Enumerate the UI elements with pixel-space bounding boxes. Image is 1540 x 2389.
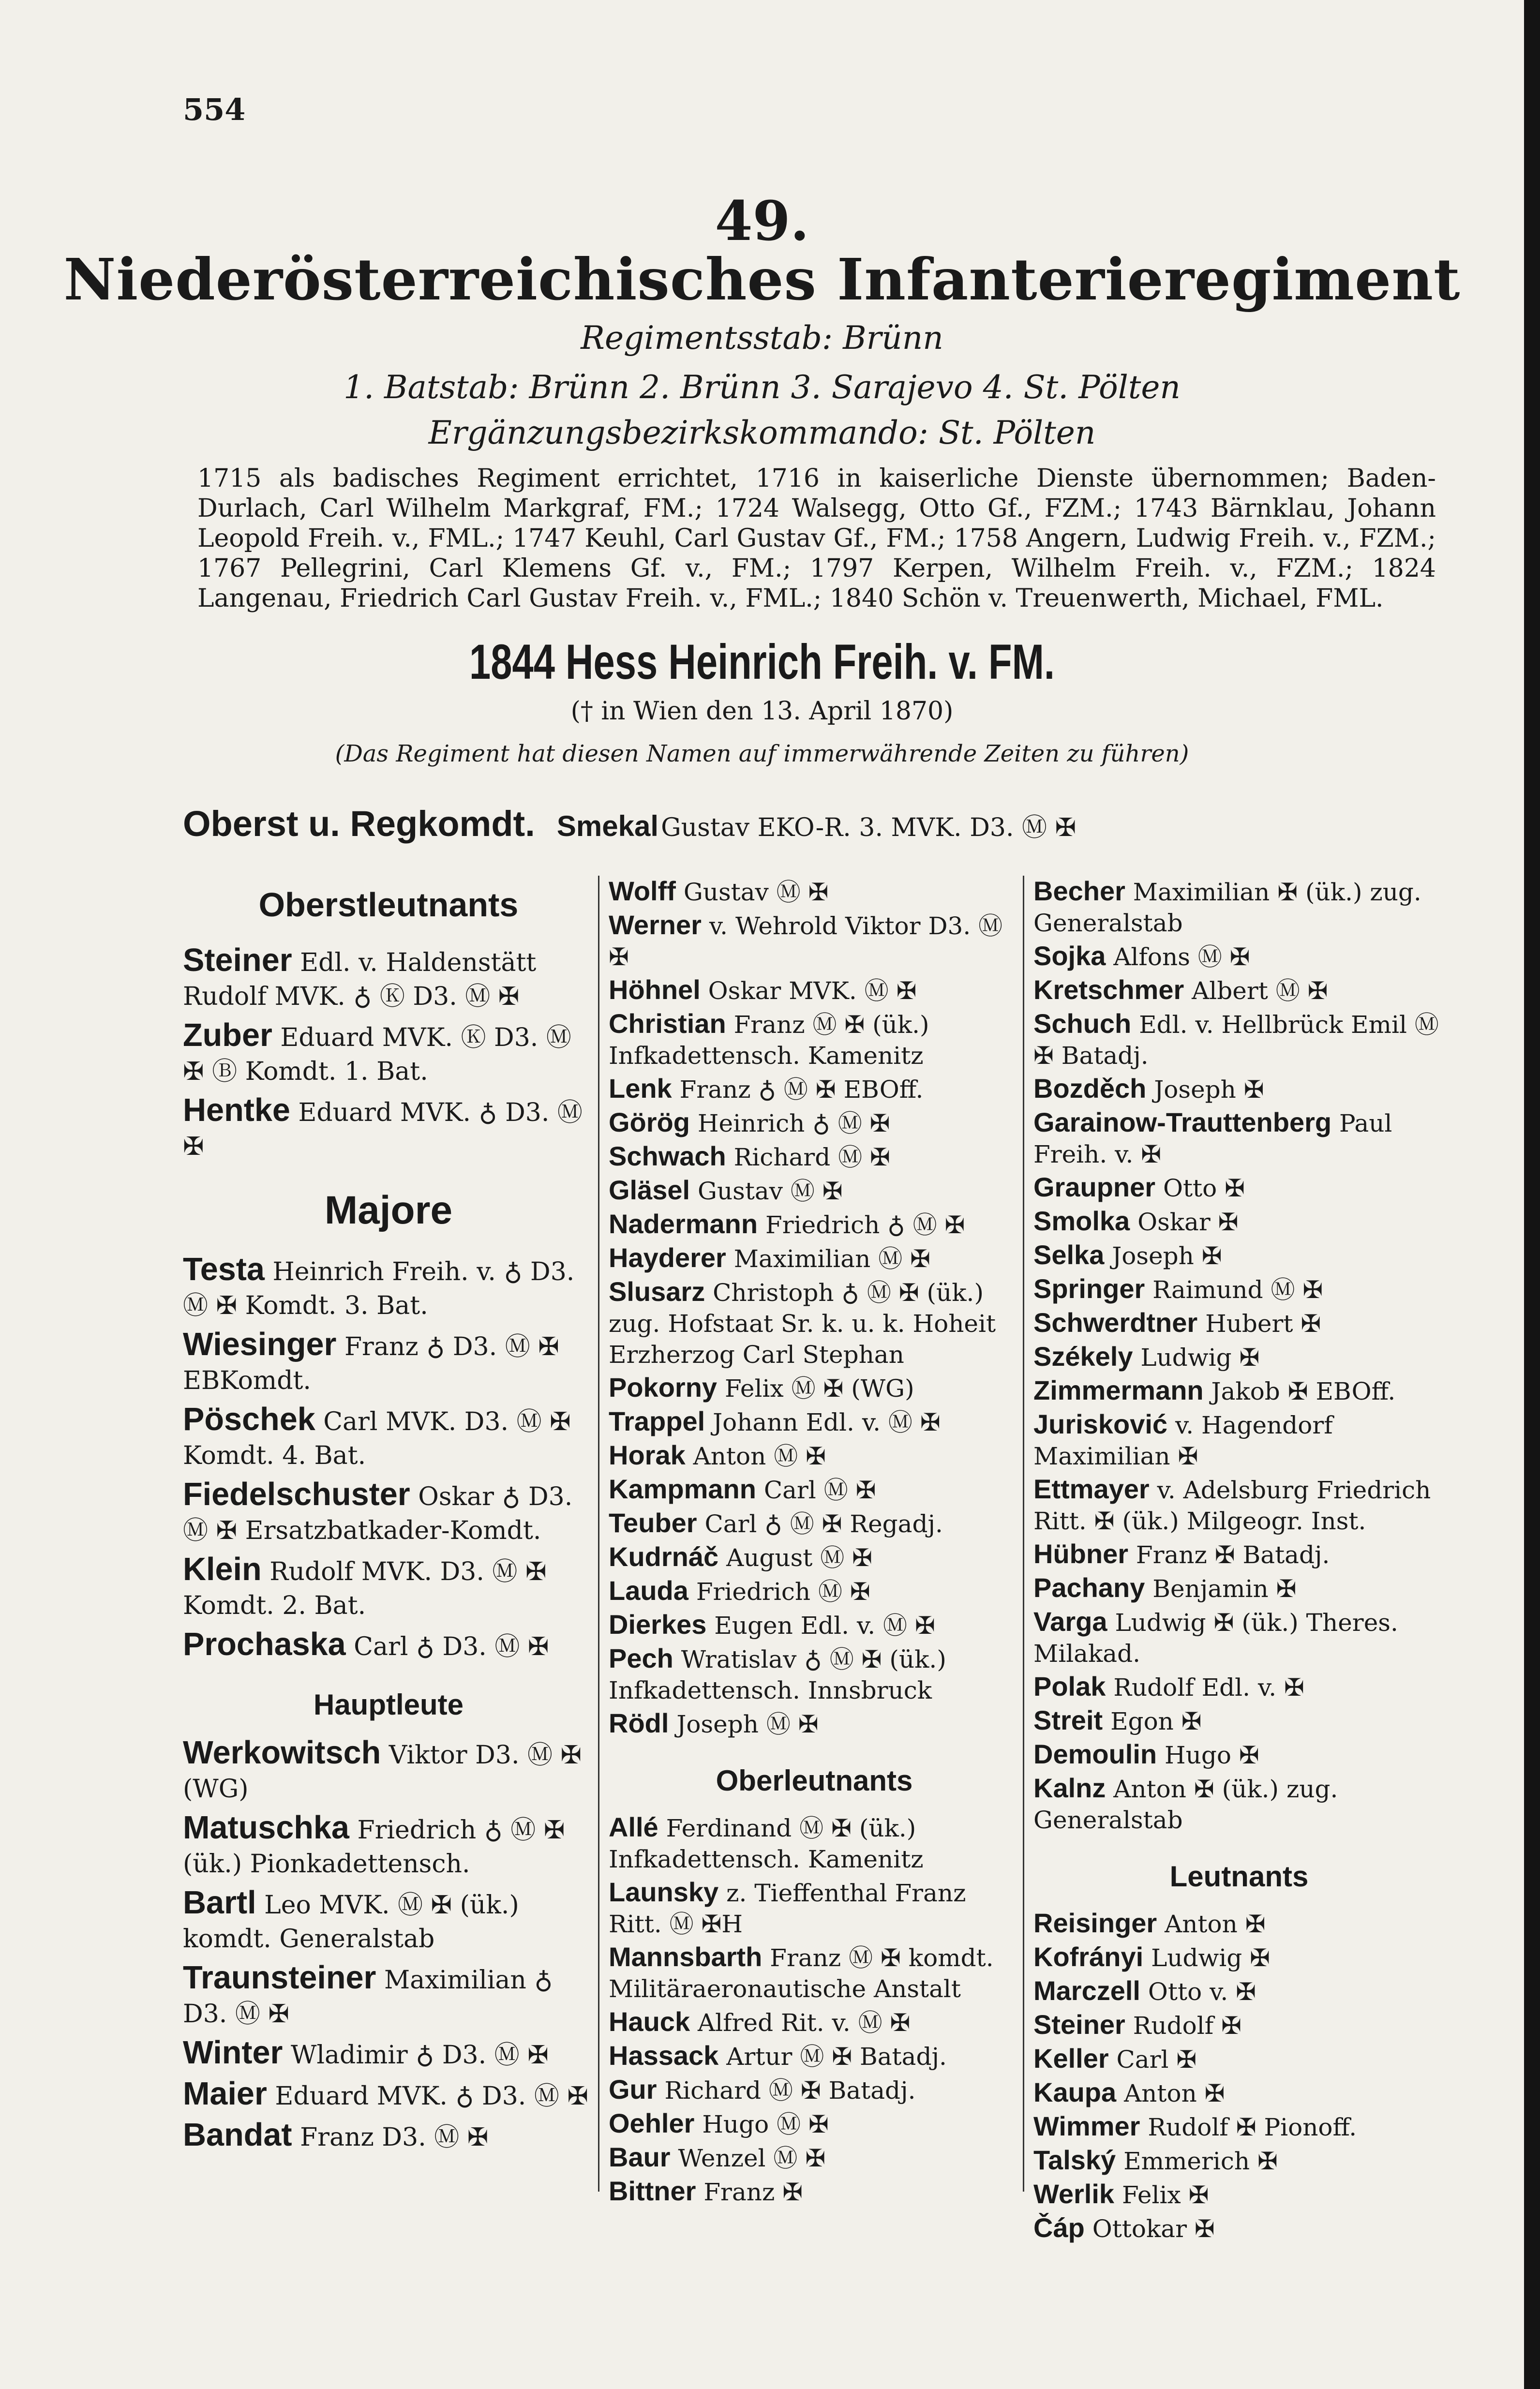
officer-details: Carl Ⓜ ✠ — [763, 1476, 876, 1504]
officer-entry — [1033, 1307, 1445, 1339]
officer-surname: Gläsel — [609, 1175, 690, 1205]
officer-details: Rudolf Edl. v. ✠ — [1113, 1673, 1304, 1702]
officer-details: Anton Ⓜ ✠ — [693, 1442, 826, 1470]
officer-entry — [1033, 2077, 1445, 2109]
officer-surname: Reisinger — [1033, 1908, 1157, 1938]
officer-surname: Lauda — [609, 1575, 688, 1606]
officer-entry — [183, 1553, 594, 1623]
officer-surname: Graupner — [1033, 1172, 1156, 1202]
commander-details: Gustav EKO-R. 3. MVK. D3. Ⓜ ✠ — [661, 813, 1077, 842]
officer-entry — [609, 1812, 1020, 1875]
owner-heading: 1844 Hess Heinrich Freih. v. FM. — [469, 634, 1055, 689]
officer-entry — [1033, 2212, 1445, 2244]
officer-details: Franz ✠ Batadj. — [1136, 1541, 1330, 1569]
officer-surname: Jurisković — [1033, 1409, 1168, 1439]
officer-details: Franz D3. Ⓜ ✠ — [300, 2123, 489, 2152]
officer-surname: Hübner — [1033, 1538, 1128, 1569]
officer-entry — [609, 2142, 1020, 2174]
officer-details: Alfred Rit. v. Ⓜ ✠ — [698, 2009, 911, 2037]
officer-surname: Čáp — [1033, 2212, 1085, 2243]
section-heading: Leutnants — [1169, 1860, 1309, 1893]
officer-details: Ludwig ✠ — [1140, 1344, 1260, 1372]
officer-details: Viktor D3. Ⓜ ✠ (WG) — [183, 1741, 582, 1804]
officer-details: Franz Ⓜ ✠ komdt. Militäraeronautische Anstalt — [609, 1944, 994, 2003]
officer-details: Alfons Ⓜ ✠ — [1113, 943, 1250, 971]
officer-surname: Zimmermann — [1033, 1375, 1204, 1405]
officer-details: Anton ✠ — [1165, 1910, 1266, 1938]
officer-entry — [1033, 1975, 1445, 2007]
officer-details: Oskar ✠ — [1137, 1208, 1239, 1236]
officer-entry — [183, 1736, 594, 1806]
officer-details: Ludwig ✠ (ük.) Theres. Milakad. — [1033, 1609, 1398, 1668]
officer-surname: Matuschka — [183, 1810, 349, 1846]
page-number: 554 — [183, 92, 246, 127]
officer-entry — [609, 1372, 1020, 1404]
officer-entry — [609, 1406, 1020, 1438]
officer-details: Artur Ⓜ ✠ Batadj. — [726, 2043, 947, 2071]
officer-surname: Talský — [1033, 2145, 1116, 2175]
officer-entry — [609, 1242, 1020, 1274]
officer-entry — [609, 1073, 1020, 1105]
officer-details: Franz ♁ Ⓜ ✠ EBOff. — [679, 1075, 924, 1104]
officer-entry — [1033, 1341, 1445, 1373]
regiment-title: Niederösterreichisches Infanterieregiment — [63, 246, 1461, 313]
officer-details: Joseph ✠ — [1112, 1242, 1222, 1270]
officer-details: Anton ✠ — [1124, 2079, 1225, 2107]
officer-entry — [1033, 1773, 1445, 1836]
officer-details: Maximilian Ⓜ ✠ — [733, 1245, 930, 1273]
officer-entry — [609, 1708, 1020, 1740]
officer-details: Rudolf MVK. D3. Ⓜ ✠ Komdt. 2. Bat. — [183, 1557, 547, 1620]
officer-entry — [609, 2074, 1020, 2106]
officer-surname: Kampmann — [609, 1474, 756, 1504]
officer-details: Wenzel Ⓜ ✠ — [678, 2144, 826, 2172]
officer-details: Oskar ♁ D3. Ⓜ ✠ Ersatzbatkader-Komdt. — [183, 1482, 573, 1545]
officer-details: Gustav Ⓜ ✠ — [698, 1177, 843, 1205]
owner-death-note: († in Wien den 13. April 1870) — [570, 697, 954, 726]
officer-details: Friedrich ♁ Ⓜ ✠ (ük.) Pionkadettensch. — [183, 1816, 565, 1879]
officer-surname: Bozděch — [1033, 1073, 1147, 1104]
officer-entry — [609, 1575, 1020, 1607]
district-command: Ergänzungsbezirkskommando: St. Pölten — [428, 414, 1096, 451]
regiment-commander — [183, 803, 1076, 844]
officer-surname: Pokorny — [609, 1372, 718, 1403]
officer-details: Eduard MVK. ♁ D3. Ⓜ ✠ — [275, 2082, 588, 2111]
officer-entry — [183, 943, 594, 1014]
officer-surname: Launsky — [609, 1877, 719, 1907]
officer-details: v. Adelsburg Friedrich Ritt. ✠ (ük.) Milgeogr. Inst. — [1033, 1476, 1431, 1535]
officer-entry — [183, 1961, 594, 2031]
section-heading: Oberstleutnants — [258, 886, 519, 924]
officer-entry — [1033, 2145, 1445, 2177]
officer-surname: Werlik — [1033, 2179, 1115, 2209]
officer-entry — [1033, 1206, 1445, 1238]
officer-surname: Bandat — [183, 2117, 292, 2153]
officer-details: Heinrich Freih. v. ♁ D3. Ⓜ ✠ Komdt. 3. Bat. — [183, 1257, 575, 1320]
officer-entry — [1033, 1572, 1445, 1604]
officer-entry — [1033, 1941, 1445, 1973]
officer-entry — [1033, 941, 1445, 972]
officer-surname: Keller — [1033, 2043, 1109, 2074]
officer-surname: Bittner — [609, 2176, 696, 2206]
officer-surname: Springer — [1033, 1273, 1145, 1304]
officer-entry — [609, 910, 1020, 972]
regiment-number: 49. — [715, 190, 809, 253]
section-heading: Oberleutnants — [716, 1764, 913, 1797]
officer-details: Felix ✠ — [1121, 2181, 1209, 2209]
officer-entry — [1033, 1239, 1445, 1271]
officer-entry — [1033, 1474, 1445, 1537]
officer-surname: Kaupa — [1033, 2077, 1117, 2107]
officer-entry — [1033, 1107, 1445, 1170]
officer-surname: Wolff — [609, 876, 676, 906]
officer-details: Oskar MVK. Ⓜ ✠ — [708, 977, 917, 1005]
officer-entry — [609, 1877, 1020, 1940]
officer-surname: Oehler — [609, 2108, 695, 2138]
commander-rank: Oberst u. Regkomdt. — [183, 804, 535, 844]
officer-surname: Teuber — [609, 1508, 697, 1538]
officer-entry — [1033, 1008, 1445, 1071]
officer-entry — [1033, 1739, 1445, 1771]
officer-details: Hugo ✠ — [1165, 1741, 1259, 1769]
officer-details: Richard Ⓜ ✠ — [733, 1143, 890, 1171]
officer-surname: Pachany — [1033, 1572, 1145, 1603]
officer-entry — [183, 1811, 594, 1881]
officer-surname: Wimmer — [1033, 2111, 1140, 2141]
officer-entry — [183, 2118, 594, 2154]
officer-surname: Mannsbarth — [609, 1941, 763, 1972]
officer-entry — [1033, 1172, 1445, 1204]
officer-entry — [183, 1018, 594, 1089]
officer-entry — [1033, 2111, 1445, 2143]
officer-surname: Steiner — [183, 942, 292, 978]
officer-entry — [1033, 876, 1445, 939]
regiment-history: 1715 als badisches Regiment errichtet, 1716 in kaiserliche Dienste übernommen; Baden-Durlach, Carl Wilhelm Markgraf, FM.; 1724 Walsegg, Otto Gf., FZM.; 1743 Bärnklau, Johann Leopold Freih. v., FML.; 1747 Keuhl, Carl Gustav Gf., FM.; 1758 Angern, Ludwig Freih. v., FZM.; 1767 Pellegrini, Carl Klemens Gf. v., FM.; 1797 Kerpen, Wilhelm Freih. v., FZM.; 1824 Langenau, Friedrich Carl Gustav Freih. v., FML.; 1840 Schön v. Treuenwerth, Michael, FML. — [197, 464, 1436, 613]
officer-entry — [609, 1276, 1020, 1370]
officer-surname: Steiner — [1033, 2009, 1125, 2040]
officer-details: Carl ♁ D3. Ⓜ ✠ — [354, 1632, 549, 1661]
officer-details: Carl ♁ Ⓜ ✠ Regadj. — [704, 1510, 943, 1538]
officer-surname: Horak — [609, 1440, 686, 1470]
officer-details: Maximilian ♁ D3. Ⓜ ✠ — [183, 1966, 553, 2029]
officer-details: Hugo Ⓜ ✠ — [702, 2110, 829, 2138]
officer-entry — [609, 876, 1020, 908]
officer-surname: Hauck — [609, 2006, 690, 2037]
officer-entry — [1033, 1908, 1445, 1940]
officer-entry — [1033, 1671, 1445, 1703]
officer-details: Johann Edl. v. Ⓜ ✠ — [713, 1408, 941, 1436]
officer-details: Eduard MVK. ♁ D3. Ⓜ ✠ — [183, 1098, 583, 1161]
officer-details: Anton ✠ (ük.) zug. Generalstab — [1033, 1775, 1338, 1834]
officer-column-3 — [1033, 876, 1445, 2246]
officer-surname: Werner — [609, 910, 702, 940]
officer-details: Rudolf ✠ Pionoff. — [1148, 2113, 1357, 2141]
officer-surname: Testa — [183, 1252, 265, 1287]
officer-surname: Székely — [1033, 1341, 1133, 1372]
officer-details: Edl. v. Hellbrück Emil Ⓜ ✠ Batadj. — [1033, 1011, 1439, 1070]
officer-surname: Garainow-Trauttenberg — [1033, 1107, 1332, 1137]
officer-surname: Schuch — [1033, 1008, 1132, 1039]
battalion-staffs: 1. Batstab: Brünn 2. Brünn 3. Sarajevo 4. St. Pölten — [344, 369, 1181, 406]
officer-entry — [183, 2077, 594, 2113]
column-divider — [598, 876, 599, 2192]
officer-details: Carl ✠ — [1116, 2046, 1197, 2074]
officer-details: Egon ✠ — [1110, 1707, 1202, 1735]
officer-details: Ottokar ✠ — [1092, 2215, 1215, 2243]
officer-surname: Werkowitsch — [183, 1735, 381, 1771]
officer-details: Eduard MVK. Ⓚ D3. Ⓜ ✠ Ⓑ Komdt. 1. Bat. — [183, 1023, 571, 1086]
officer-entry — [609, 1643, 1020, 1706]
officer-details: Joseph ✠ — [1154, 1075, 1264, 1104]
officer-entry — [609, 1141, 1020, 1173]
officer-surname: Prochaska — [183, 1627, 346, 1662]
officer-details: Ludwig ✠ — [1151, 1944, 1271, 1972]
officer-surname: Schwach — [609, 1141, 726, 1171]
officer-surname: Rödl — [609, 1708, 669, 1738]
officer-surname: Hentke — [183, 1092, 290, 1128]
officer-surname: Winter — [183, 2035, 283, 2071]
officer-surname: Hassack — [609, 2040, 719, 2071]
officer-entry — [609, 1541, 1020, 1573]
officer-surname: Bartl — [183, 1885, 256, 1921]
officer-surname: Pech — [609, 1643, 673, 1673]
officer-surname: Nadermann — [609, 1209, 758, 1239]
officer-details: z. Tieffenthal Franz Ritt. Ⓜ ✠H — [609, 1879, 966, 1938]
officer-entry — [1033, 1606, 1445, 1669]
officer-surname: Slusarz — [609, 1276, 705, 1307]
column-divider — [1023, 876, 1024, 2192]
officer-column-2 — [609, 876, 1020, 2210]
officer-surname: Traunsteiner — [183, 1960, 376, 1996]
officer-details: Richard Ⓜ ✠ Batadj. — [664, 2076, 916, 2105]
officer-surname: Schwerdtner — [1033, 1307, 1198, 1338]
officer-entry — [1033, 1409, 1445, 1472]
officer-details: Gustav Ⓜ ✠ — [683, 878, 829, 906]
officer-details: Paul Freih. v. ✠ — [1033, 1109, 1392, 1168]
officer-entry — [1033, 1538, 1445, 1570]
officer-surname: Sojka — [1033, 941, 1106, 971]
section-heading: Majore — [324, 1188, 453, 1232]
officer-surname: Gur — [609, 2074, 657, 2105]
officer-details: Otto v. ✠ — [1148, 1978, 1256, 2006]
officer-details: Hubert ✠ — [1205, 1310, 1321, 1338]
officer-entry — [609, 1941, 1020, 2004]
officer-entry — [1033, 1073, 1445, 1105]
officer-surname: Wiesinger — [183, 1327, 337, 1362]
officer-entry — [1033, 1273, 1445, 1305]
officer-entry — [1033, 2179, 1445, 2210]
officer-details: Wratislav ♁ Ⓜ ✠ (ük.) Infkadettensch. Innsbruck — [609, 1645, 946, 1704]
officer-surname: Klein — [183, 1552, 262, 1587]
officer-entry — [183, 1628, 594, 1664]
officer-details: Maximilian ✠ (ük.) zug. Generalstab — [1033, 878, 1421, 937]
officer-details: v. Hagendorf Maximilian ✠ — [1033, 1411, 1333, 1470]
officer-entry — [609, 1107, 1020, 1139]
officer-entry — [609, 1440, 1020, 1472]
officer-details: Jakob ✠ EBOff. — [1211, 1377, 1396, 1405]
officer-details: Franz Ⓜ ✠ (ük.) Infkadettensch. Kamenitz — [609, 1011, 929, 1070]
officer-details: Edl. v. Haldenstätt Rudolf MVK. ♁ Ⓚ D3. Ⓜ ✠ — [183, 948, 537, 1011]
officer-details: Christoph ♁ Ⓜ ✠ (ük.) zug. Hofstaat Sr. k. u. k. Hoheit Erzherzog Carl Stephan — [609, 1279, 996, 1369]
officer-entry — [609, 2040, 1020, 2072]
officer-entry — [183, 1253, 594, 1323]
owner-name-note: (Das Regiment hat diesen Namen auf immerwährende Zeiten zu führen) — [335, 740, 1189, 767]
officer-entry — [609, 1508, 1020, 1539]
officer-entry — [1033, 2043, 1445, 2075]
officer-entry — [609, 2176, 1020, 2208]
officer-entry — [609, 1008, 1020, 1071]
officer-entry — [609, 1474, 1020, 1506]
officer-entry — [183, 1403, 594, 1473]
officer-details: Friedrich ♁ Ⓜ ✠ — [765, 1211, 965, 1239]
commander-name: Smekal — [556, 810, 659, 842]
officer-entry — [1033, 974, 1445, 1006]
section-heading: Hauptleute — [313, 1688, 464, 1721]
officer-entry — [183, 2036, 594, 2072]
officer-entry — [1033, 2009, 1445, 2041]
officer-details: Rudolf ✠ — [1133, 2012, 1242, 2040]
officer-details: Felix Ⓜ ✠ (WG) — [724, 1374, 914, 1403]
officer-surname: Fiedelschuster — [183, 1477, 410, 1512]
officer-details: Raimund Ⓜ ✠ — [1152, 1276, 1323, 1304]
officer-entry — [1033, 1375, 1445, 1407]
officer-details: Leo MVK. Ⓜ ✠ (ük.) komdt. Generalstab — [183, 1891, 519, 1954]
officer-surname: Höhnel — [609, 974, 701, 1005]
officer-entry — [609, 2006, 1020, 2038]
officer-surname: Polak — [1033, 1671, 1106, 1702]
officer-surname: Kretschmer — [1033, 974, 1184, 1005]
officer-surname: Kudrnáč — [609, 1541, 719, 1572]
officer-surname: Trappel — [609, 1406, 705, 1436]
officer-column-1 — [183, 876, 594, 2159]
officer-surname: Görög — [609, 1107, 690, 1137]
scan-edge — [1524, 0, 1540, 2389]
officer-details: Heinrich ♁ Ⓜ ✠ — [697, 1109, 890, 1137]
officer-surname: Christian — [609, 1008, 726, 1039]
officer-surname: Lenk — [609, 1073, 672, 1104]
officer-details: Wladimir ♁ D3. Ⓜ ✠ — [290, 2041, 549, 2070]
officer-entry — [183, 1886, 594, 1956]
officer-surname: Varga — [1033, 1606, 1107, 1637]
officer-surname: Hayderer — [609, 1242, 726, 1273]
officer-surname: Selka — [1033, 1239, 1105, 1270]
officer-details: Albert Ⓜ ✠ — [1192, 977, 1328, 1005]
officer-surname: Demoulin — [1033, 1739, 1157, 1769]
officer-surname: Marczell — [1033, 1975, 1140, 2006]
officer-details: Eugen Edl. v. Ⓜ ✠ — [714, 1612, 935, 1640]
officer-surname: Streit — [1033, 1705, 1103, 1735]
officer-entry — [609, 1209, 1020, 1240]
officer-surname: Kofrányi — [1033, 1941, 1144, 1972]
officer-entry — [1033, 1705, 1445, 1737]
officer-entry — [183, 1478, 594, 1548]
officer-surname: Maier — [183, 2076, 267, 2112]
officer-surname: Allé — [609, 1812, 658, 1842]
officer-details: Emmerich ✠ — [1123, 2147, 1278, 2175]
officer-details: Franz ♁ D3. Ⓜ ✠ EBKomdt. — [183, 1332, 559, 1395]
officer-entry — [609, 1175, 1020, 1207]
officer-details: Joseph Ⓜ ✠ — [676, 1710, 819, 1738]
officer-surname: Smolka — [1033, 1206, 1130, 1236]
officer-entry — [609, 1609, 1020, 1641]
officer-details: Benjamin ✠ — [1152, 1575, 1297, 1603]
officer-details: Ferdinand Ⓜ ✠ (ük.) Infkadettensch. Kamenitz — [609, 1814, 924, 1873]
officer-surname: Becher — [1033, 876, 1125, 906]
officer-entry — [609, 2108, 1020, 2140]
officer-entry — [183, 1093, 594, 1164]
officer-details: August Ⓜ ✠ — [726, 1544, 873, 1572]
officer-entry — [609, 974, 1020, 1006]
officer-surname: Baur — [609, 2142, 671, 2172]
officer-surname: Kalnz — [1033, 1773, 1106, 1803]
officer-surname: Ettmayer — [1033, 1474, 1150, 1504]
officer-details: Carl MVK. D3. Ⓜ ✠ Komdt. 4. Bat. — [183, 1407, 571, 1470]
officer-surname: Dierkes — [609, 1609, 707, 1640]
officer-details: Otto ✠ — [1163, 1174, 1245, 1202]
regiment-staff: Regimentsstab: Brünn — [581, 319, 943, 357]
officer-details: v. Wehrold Viktor D3. Ⓜ ✠ — [609, 912, 1003, 971]
officer-details: Friedrich Ⓜ ✠ — [696, 1578, 870, 1606]
officer-surname: Zuber — [183, 1017, 272, 1053]
officer-entry — [183, 1328, 594, 1398]
officer-details: Franz ✠ — [703, 2178, 803, 2206]
officer-surname: Pöschek — [183, 1402, 315, 1437]
